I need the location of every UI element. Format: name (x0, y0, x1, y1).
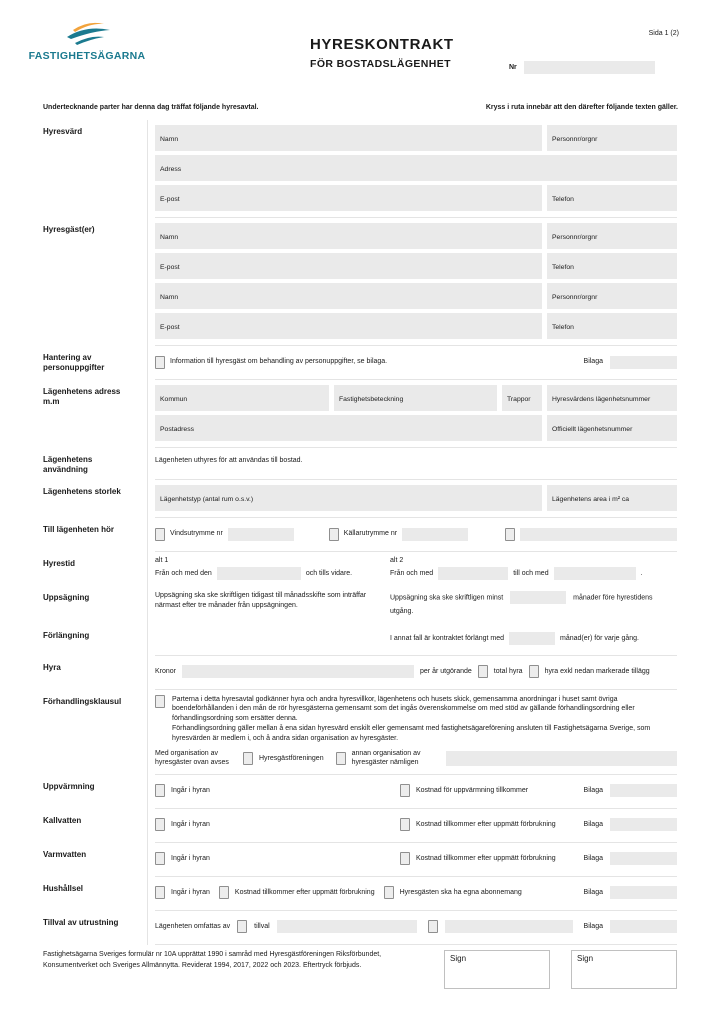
forhandlingsklausul-checkbox[interactable] (155, 695, 165, 708)
page-title: HYRESKONTRAKT (310, 36, 454, 53)
kallarutrymme-checkbox[interactable] (329, 528, 339, 541)
varmvatten-kostnad-label: Kostnad tillkommer efter uppmätt förbrukning (416, 855, 556, 863)
section-label: Hyrestid (43, 559, 76, 568)
forhandlingsklausul-text-2: Förhandlingsordning gäller mellan å ena sidan hyresvärd enskilt eller gemensamt med fastighetsägareförening ansluten till Fastighetsägarna Sverige, som hyresvärden är medlem i, och å andra sidan organisation av hyresgäster. (172, 725, 651, 742)
forlangning-post: månad(er) för varje gång. (560, 635, 639, 643)
hushallsel-kostnad-checkbox[interactable] (219, 886, 229, 899)
bilaga-label: Bilaga (583, 889, 603, 897)
brand-wave-icon (27, 20, 147, 48)
hyresgast1-telefon-field[interactable]: Telefon (547, 253, 677, 279)
per-ar-label: per år utgörande (420, 668, 472, 676)
forhandlingsklausul-text-1: Parterna i detta hyresavtal godkänner hyra och andra hyresvillkor, lägenhetens och husets skick, gemensamma anordningar i huset samt övriga boendeförhållanden i den mån de rör hyresgästerna gemensamt som det ingås överenskommelse om med stöd av gällande förhandlingsordning eller förhandlingsordning som ersätter denna. (172, 695, 635, 722)
sign-box-2[interactable]: Sign (571, 950, 677, 989)
kronor-label: Kronor (155, 668, 177, 676)
lagenhetstyp-field[interactable]: Lägenhetstyp (antal rum o.s.v.) (155, 485, 542, 511)
section-hyresgast (43, 218, 677, 346)
section-personuppgifter (43, 346, 677, 380)
hushallsel-ingar-label: Ingår i hyran (171, 889, 210, 897)
vindsutrymme-nr-field[interactable] (228, 528, 294, 541)
personuppgifter-text: Information till hyresgäst om behandling av personuppgifter, se bilaga. (170, 358, 388, 366)
uppsagning-right-pre: Uppsägning ska ske skriftligen minst (390, 594, 504, 602)
nr-label: Nr (509, 64, 517, 71)
annan-organisation-checkbox[interactable] (336, 752, 346, 765)
section-hyresvard (43, 120, 677, 218)
hyresvard-personnr-field[interactable]: Personnr/orgnr (547, 125, 677, 151)
tillval-field-1[interactable] (277, 920, 417, 933)
section-label: Hushållsel (43, 883, 84, 893)
vindsutrymme-checkbox[interactable] (155, 528, 165, 541)
header (0, 0, 724, 104)
section-uppsagning (43, 586, 677, 624)
section-label: Lägenhetens adress m.m (43, 387, 121, 407)
tillval-bilaga-field[interactable] (610, 920, 677, 933)
section-tillval (43, 911, 677, 945)
hushallsel-egna-checkbox[interactable] (384, 886, 394, 899)
officiellt-lagenhetsnummer-field[interactable]: Officiellt lägenhetsnummer (547, 415, 677, 441)
hyra-exkl-checkbox[interactable] (529, 665, 539, 678)
section-label: Hyresvärd (43, 127, 83, 136)
varmvatten-bilaga-field[interactable] (610, 852, 677, 865)
hyresgast2-telefon-field[interactable]: Telefon (547, 313, 677, 339)
sign-box-1[interactable]: Sign (444, 950, 550, 989)
uppvarmning-ingar-label: Ingår i hyran (171, 787, 210, 795)
hyresgast1-personnr-field[interactable]: Personnr/orgnr (547, 223, 677, 249)
section-hyrestid (43, 552, 677, 586)
contract-form (43, 120, 677, 945)
tillval-pre-label: Lägenheten omfattas av (155, 923, 231, 931)
anvandning-text: Lägenheten uthyres för att användas till bostad. (155, 457, 303, 464)
tillval-field-2[interactable] (445, 920, 573, 933)
section-hyra (43, 656, 677, 690)
section-label: Tillval av utrustning (43, 917, 119, 927)
tillval-label: tillval (254, 923, 270, 931)
form-divider-line (147, 120, 148, 945)
forlangning-pre: I annat fall är kontraktet förlängt med (390, 635, 505, 643)
annan-organisation-label: annan organisation av hyresgäster nämligen (351, 750, 421, 766)
area-field[interactable]: Lägenhetens area i m² ca (547, 485, 677, 511)
kallvatten-ingar-checkbox[interactable] (155, 818, 165, 831)
alt2-to-field[interactable] (554, 567, 636, 580)
nr-field[interactable] (524, 61, 655, 74)
hyresgastforeningen-label: Hyresgästföreningen (259, 754, 324, 762)
section-label: Till lägenheten hör (43, 525, 114, 534)
postadress-field[interactable]: Postadress (155, 415, 542, 441)
hushallsel-ingar-checkbox[interactable] (155, 886, 165, 899)
med-organisation-label: Med organisation av hyresgäster ovan avses (155, 750, 229, 766)
section-tillhor (43, 518, 677, 552)
hyresvard-namn-field[interactable]: Namn (155, 125, 542, 151)
section-label: Förhandlingsklausul (43, 696, 122, 706)
hushallsel-bilaga-field[interactable] (610, 886, 677, 899)
kallarutrymme-label: Källarutrymme nr (343, 530, 398, 538)
hyresvard-adress-field[interactable]: Adress (155, 155, 677, 181)
tillval-checkbox[interactable] (237, 920, 247, 933)
hyresgast2-epost-field[interactable]: E-post (155, 313, 542, 339)
bilaga-label: Bilaga (583, 923, 603, 931)
kallvatten-kostnad-label: Kostnad tillkommer efter uppmätt förbrukning (416, 821, 556, 829)
varmvatten-kostnad-checkbox[interactable] (400, 852, 410, 865)
alt2-mid-label: till och med (513, 569, 549, 577)
uppvarmning-kostnad-checkbox[interactable] (400, 784, 410, 797)
hyresgast1-epost-field[interactable]: E-post (155, 253, 542, 279)
annan-organisation-field[interactable] (446, 751, 677, 766)
section-storlek (43, 480, 677, 518)
uppsagning-right-post: månader före hyrestidens utgång. (390, 594, 653, 615)
section-anvandning (43, 448, 677, 480)
alt2-from-label: Från och med (390, 569, 434, 577)
kallvatten-bilaga-field[interactable] (610, 818, 677, 831)
uppsagning-left-text: Uppsägning ska ske skriftligen tidigast till månadsskifte som inträffar närmast efter tre månader från uppsägningen. (155, 592, 367, 610)
uppvarmning-bilaga-field[interactable] (610, 784, 677, 797)
alt1-date-field[interactable] (217, 567, 301, 580)
brand-logo (27, 20, 147, 62)
section-label: Uppsägning (43, 593, 90, 602)
bilaga-label: Bilaga (583, 358, 603, 366)
varmvatten-ingar-label: Ingår i hyran (171, 855, 210, 863)
alt1-tail-label: och tills vidare. (305, 569, 353, 577)
intro-right-text: Kryss i ruta innebär att den därefter följande texten gäller. (485, 104, 678, 111)
brand-name: FASTIGHETSÄGARNA (28, 50, 146, 62)
footer (43, 950, 677, 989)
uppvarmning-ingar-checkbox[interactable] (155, 784, 165, 797)
kronor-field[interactable] (182, 665, 414, 678)
hyresvardens-lagenhetsnummer-field[interactable]: Hyresvärdens lägenhetsnummer (547, 385, 677, 411)
bilaga-label: Bilaga (583, 821, 603, 829)
legal-text: Fastighetsägarna Sveriges formulär nr 10A upprättat 1990 i samråd med Hyresgästföreningen Riksförbundet, Konsumentverket och Sveriges Allmännytta. Reviderat 1994, 2017, 2022 och 2023. Eftertryck förbjuds. (43, 951, 382, 969)
alt1-from-label: Från och med den (155, 569, 212, 577)
hushallsel-kostnad-label: Kostnad tillkommer efter uppmätt förbrukning (234, 889, 375, 897)
annat-utrymme-checkbox[interactable] (505, 528, 515, 541)
section-label: Lägenhetens storlek (43, 487, 121, 496)
hyra-exkl-label: hyra exkl nedan markerade tillägg (544, 668, 650, 676)
alt1-label: alt 1 (155, 557, 169, 564)
hushallsel-egna-label: Hyresgästen ska ha egna abonnemang (399, 889, 522, 897)
personuppgifter-checkbox[interactable] (155, 356, 165, 369)
section-label: Förlängning (43, 630, 90, 640)
alt2-label: alt 2 (390, 557, 404, 564)
page-subtitle: FÖR BOSTADSLÄGENHET (310, 58, 451, 70)
kallvatten-kostnad-checkbox[interactable] (400, 818, 410, 831)
forlangning-manader-field[interactable] (509, 632, 555, 645)
total-hyra-label: total hyra (493, 668, 523, 676)
section-label: Hyra (43, 662, 61, 672)
section-kallvatten (43, 809, 677, 843)
section-label: Hyresgäst(er) (43, 225, 95, 234)
hyresgast2-personnr-field[interactable]: Personnr/orgnr (547, 283, 677, 309)
intro-left-text: Undertecknande parter har denna dag träffat följande hyresavtal. (43, 104, 259, 111)
trappor-field[interactable]: Trappor (502, 385, 542, 411)
section-forlangning (43, 624, 677, 656)
section-label: Hantering av personuppgifter (43, 353, 105, 373)
hyresgast2-namn-field[interactable]: Namn (155, 283, 542, 309)
uppvarmning-kostnad-label: Kostnad för uppvärmning tillkommer (416, 787, 529, 795)
bilaga-label: Bilaga (583, 787, 603, 795)
kallarutrymme-nr-field[interactable] (402, 528, 468, 541)
kallvatten-ingar-label: Ingår i hyran (171, 821, 210, 829)
section-label: Varmvatten (43, 849, 87, 859)
section-uppvarmning (43, 775, 677, 809)
section-varmvatten (43, 843, 677, 877)
fastighetsbeteckning-field[interactable]: Fastighetsbeteckning (334, 385, 497, 411)
varmvatten-ingar-checkbox[interactable] (155, 852, 165, 865)
section-label: Kallvatten (43, 815, 82, 825)
tillval-extra-checkbox[interactable] (428, 920, 438, 933)
section-label: Lägenhetens användning (43, 455, 93, 475)
section-hushallsel (43, 877, 677, 911)
vindsutrymme-label: Vindsutrymme nr (170, 530, 223, 538)
page-indicator: Sida 1 (2) (648, 30, 679, 37)
hyresvard-epost-field[interactable]: E-post (155, 185, 542, 211)
uppsagning-manader-field[interactable] (510, 591, 566, 604)
bilaga-label: Bilaga (583, 855, 603, 863)
hyresvard-telefon-field[interactable]: Telefon (547, 185, 677, 211)
kommun-field[interactable]: Kommun (155, 385, 329, 411)
hyresgast1-namn-field[interactable]: Namn (155, 223, 542, 249)
alt2-from-field[interactable] (438, 567, 508, 580)
total-hyra-checkbox[interactable] (478, 665, 488, 678)
alt2-tail-label: . (640, 569, 643, 577)
section-forhandlingsklausul (43, 690, 677, 775)
annat-utrymme-field[interactable] (520, 528, 677, 541)
hyresgastforeningen-checkbox[interactable] (243, 752, 253, 765)
section-label: Uppvärmning (43, 781, 95, 791)
section-adress (43, 380, 677, 448)
personuppgifter-bilaga-field[interactable] (610, 356, 677, 369)
